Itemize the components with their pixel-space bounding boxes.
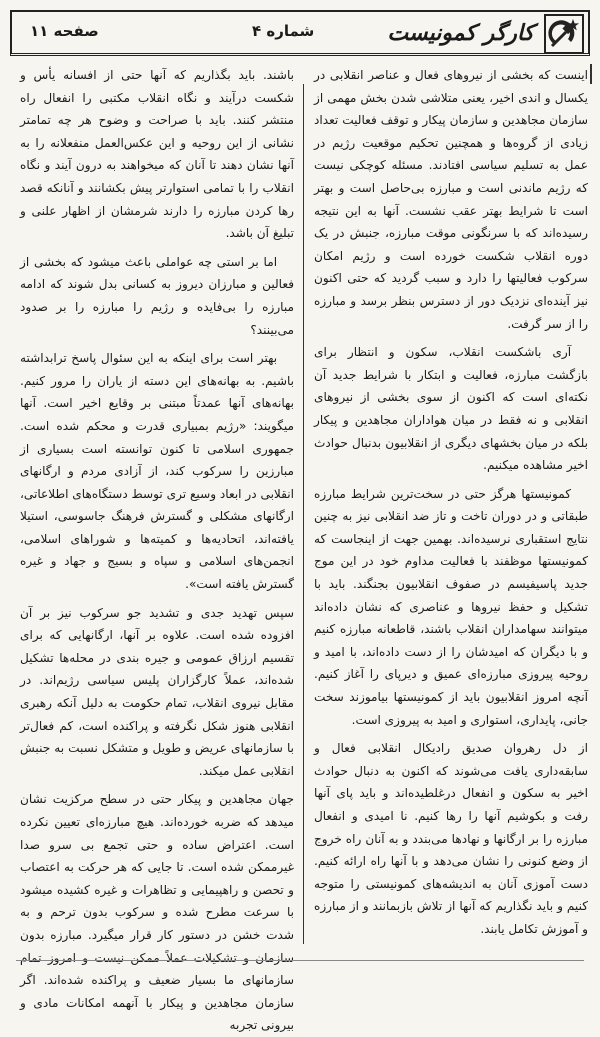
article-paragraph: جهان مجاهدین و پیکار حتی در سطح مرکزیت نشان میدهد که ضربه خورده‌اند. هیچ مبارزه‌ای تعیین نکرده است. اعتراض ساده و حتی تجمع بی سرو صدا غیرممکن شده است. تا جایی که هر حرکت به اعتصاب و تحصن و راهپیمایی و تظاهرات و غیره کشیده میشود با سرعت مطرح شده و سرکوب بدون ترحم و به شدت خشن در دستور کار قرار میگیرد. مبارزه بدون سازمان و تشکیلات عملاً ممکن نیست و امروز تمام سازمانهای ما بسیار ضعیف و پراکنده شده‌اند. اگر سازمان مجاهدین و پیکار با آنهمه امکانات مادی و بیرونی تجربه (20, 792, 294, 1033)
article-paragraph: اما بر استی چه عواملی باعث میشود که بخشی از فعالین و مبارزان دیروز به کسانی بدل شوند که ادامه مبارزه را بی‌فایده و رژیم را مبارزه را بر صدود می‌بینند؟ (20, 254, 294, 337)
article-column-right (310, 64, 592, 959)
masthead (10, 10, 590, 56)
page-number: صفحه ۱۱ (30, 22, 99, 40)
article-paragraph: اینست که بخشی از نیروهای فعال و عناصر انقلابی در یکسال و اندی اخیر، یعنی متلاشی شدن بخش مهمی از سازمان مجاهدین و سازمان پیکار و توقف فعالیت تعداد زیادی از گروه‌ها و همچنین تحکیم موقعیت رژیم در عمل به تسلیم سیاسی افتادند. مسئله کوچکی نیست که رژیم ماندنی است و مبارزه بی‌حاصل است و بهتر است تا شرایط بهتر عقب نشست. آنها به این نتیجه رسیده‌اند که با سرنگونی موقت مبارزه، جنبش در یک دوره انقلاب شکست خورده است و رژیم امکان سرکوب فعالیتها را دارد و سبب گردید که حتی اکنون نیز آینده‌ای نزدیک دور از دسترس بنظر برسد و مبارزه را از سر گرفت. (314, 68, 588, 331)
article-paragraph: بهتر است برای اینکه به این سئوال پاسخ ترابداشته باشیم. به بهانه‌های این دسته از یاران را مرور کنیم. بهانه‌های آنها عمدتاً مبتنی بر وقایع اخیر است. آنها میگویند: «رژیم بمبیاری قدرت و محکم شده است. جمهوری اسلامی تا کنون توانسته است بسیاری از مبارزین را سرکوب کند، از آزادی مردم و ارگانهای انقلابی در ابعاد وسیع تری توسط دستگاه‌های اطلاعاتی، ارگانهای مشکلی و گسترش فرهنگ جاسوسی، استیلا یافته‌اند، اتحادیه‌ها و کمیته‌ها و شوراهای اسلامی، انجمن‌های اسلامی و سپاه و بسیج و جهاد و غیره گسترش یافته است». (20, 351, 294, 592)
article-paragraph: کمونیستها هرگز حتی در سخت‌ترین شرایط مبارزه طبقاتی و در دوران تاخت و تاز ضد انقلابی نیز به چنین نتایج استقباری نرسیده‌اند. بهمین جهت از اینجاست که کمونیستها موظفند با فعالیت مداوم خود در این موج جدید پاسیفیسم در صفوف انقلابیون بجنگند. باید با تشکیل و حفظ نیروها و عناصری که نشان داده‌اند میتوانند سهامداران انقلاب باشند، قاطعانه مبارزه کنیم و با دیگران که امیدشان را از دست داده‌اند، با امید و روحیه پیروزی مبارزه‌ای عمیق و دیرپای را آغاز کنیم. آنچه امروز انقلابیون باید از کمونیستها بیاموزند سخت جانی، پایداری، استواری و امید به پیروزی است. (314, 486, 588, 727)
column-divider (303, 84, 304, 944)
article-paragraph: از دل رهروان صدیق رادیکال انقلابی فعال و سابقه‌داری یافت می‌شوند که اکنون به دنبال حوادث اخیر به سکون و انفعال درغلطیده‌اند و باید پای آنها رفت و بکوشیم آنها را رها کنیم. نا امیدی و انفعال مبارزه را بر ارگانها و نهادها می‌بندد و به آنان راه خروج از وضع کنونی را نشان می‌دهد و با آنها راه ارائه کنیم. دست آموزی آنان به اندیشه‌های کمونیستی را متوجه کنیم و باید نگذاریم که آنها از تلاش بازبمانند و از مبارزه و آموزش تکامل یابند. (314, 741, 588, 936)
publication-title: کارگر کمونیست (387, 20, 534, 46)
issue-number: شماره ۴ (252, 22, 315, 40)
article-paragraph: باشند. باید بگذاریم که آنها حتی از افسانه یأس و شکست درآیند و نگاه انقلاب مکتبی را انفعال راه منتشر کنند. باید با صراحت و وضوح هر چه تمامتر نشانی از این روحیه و این عکس‌العمل منفعلانه را به آنها نشان دهند تا آنان که میخواهند به درون آیند و نگاه انقلاب را با تمامی استوارتر پیش بکشانند و آنانکه قصد رها کردن مبارزه را دارند شرمشان از اظهار علنی و تبلیغ آن باشد. (20, 68, 294, 241)
hammer-sickle-star-icon (544, 14, 584, 54)
bottom-rule (16, 960, 584, 961)
article-paragraph: سپس تهدید جدی و تشدید جو سرکوب نیز بر آن افزوده شده است. علاوه بر آنها، ارگانهایی که برای تقسیم ارزاق عمومی و جیره بندی در محله‌ها تشکیل شده‌اند، عملاً کارگزاران پلیس سیاسی رژیم‌اند. در مقابل نیروی انقلاب، تمام حکومت به دلیل آنکه رهبری انقلابی هنوز شکل نگرفته و پراکنده است، کم فعال‌تر با سازمانهای عریض و طویل و متشکل نسبت به جنبش انقلابی عمل میکند. (20, 605, 294, 778)
article-column-left (16, 64, 298, 1033)
article-paragraph: آری باشکست انقلاب، سکون و انتظار برای بازگشت مبارزه، فعالیت و ابتکار با شرایط جدید آن نکته‌ای است که اکنون از سوی بخشی از نیروهای انقلابی و نه فقط در میان هواداران مجاهدین و پیکار بلکه در میان بخشهای دیگری از انقلابیون بدنبال حوادث اخیر مشاهده میکنیم. (314, 345, 588, 473)
